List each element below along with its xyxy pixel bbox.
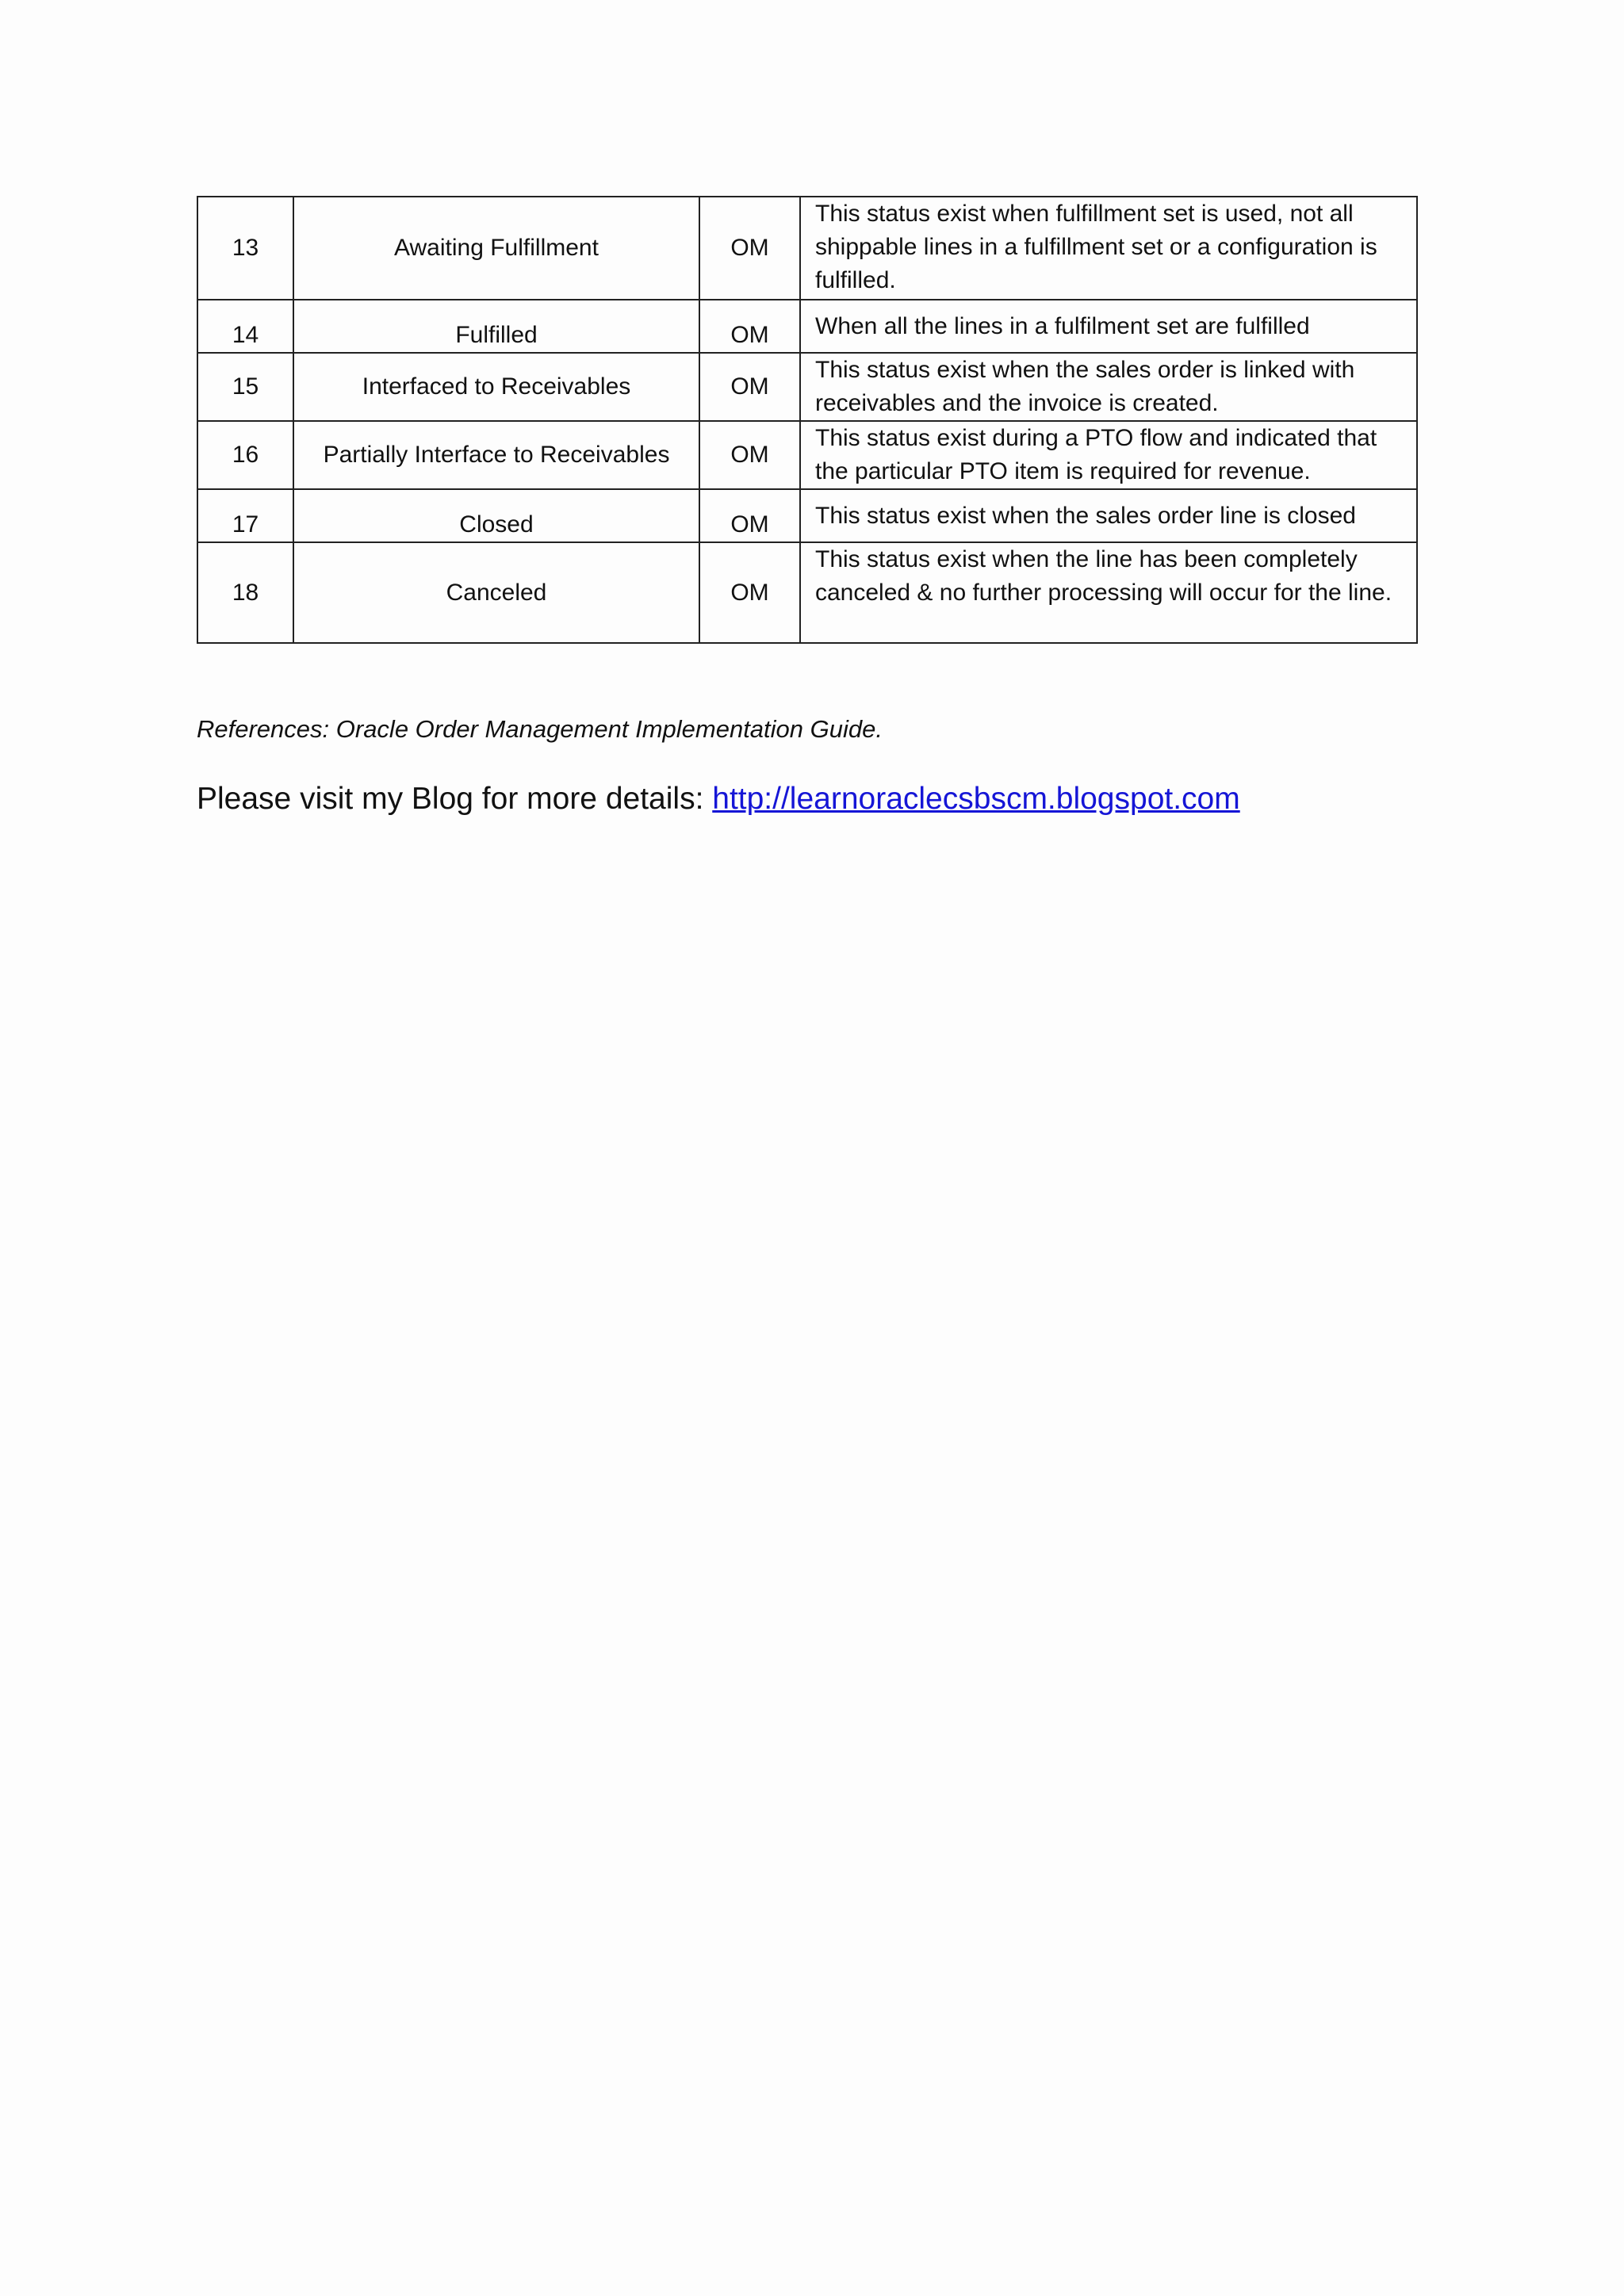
status-name: Awaiting Fulfillment [293, 197, 699, 300]
status-number: 18 [197, 542, 293, 643]
status-number: 16 [197, 421, 293, 489]
blog-link[interactable]: http://learnoraclecsbscm.blogspot.com [712, 782, 1240, 816]
status-module: OM [699, 489, 800, 542]
status-module: OM [699, 300, 800, 353]
status-module: OM [699, 197, 800, 300]
table-row [197, 489, 1417, 542]
blog-line [197, 782, 1240, 817]
references-note: References: Oracle Order Management Implementation Guide. [197, 715, 883, 743]
status-description: When all the lines in a fulfilment set are fulfilled [800, 300, 1417, 353]
status-module: OM [699, 353, 800, 421]
status-module: OM [699, 421, 800, 489]
status-number: 13 [197, 197, 293, 300]
status-description: This status exist when the line has been completely canceled & no further processing will occur for the line. [800, 542, 1417, 643]
status-number: 17 [197, 489, 293, 542]
table-row [197, 197, 1417, 300]
status-description: This status exist when fulfillment set is used, not all shippable lines in a fulfillment set or a configuration is fulfilled. [800, 197, 1417, 300]
status-name: Canceled [293, 542, 699, 643]
status-description: This status exist when the sales order line is closed [800, 489, 1417, 542]
status-number: 15 [197, 353, 293, 421]
table-row [197, 542, 1417, 643]
status-name: Interfaced to Receivables [293, 353, 699, 421]
status-name: Closed [293, 489, 699, 542]
status-description: This status exist during a PTO flow and indicated that the particular PTO item is required for revenue. [800, 421, 1417, 489]
order-line-status-table [197, 196, 1418, 644]
status-module: OM [699, 542, 800, 643]
table-row [197, 300, 1417, 353]
table-row [197, 353, 1417, 421]
table-row [197, 421, 1417, 489]
status-description: This status exist when the sales order is linked with receivables and the invoice is created. [800, 353, 1417, 421]
status-name: Partially Interface to Receivables [293, 421, 699, 489]
blog-prefix: Please visit my Blog for more details: [197, 782, 713, 816]
status-number: 14 [197, 300, 293, 353]
status-name: Fulfilled [293, 300, 699, 353]
